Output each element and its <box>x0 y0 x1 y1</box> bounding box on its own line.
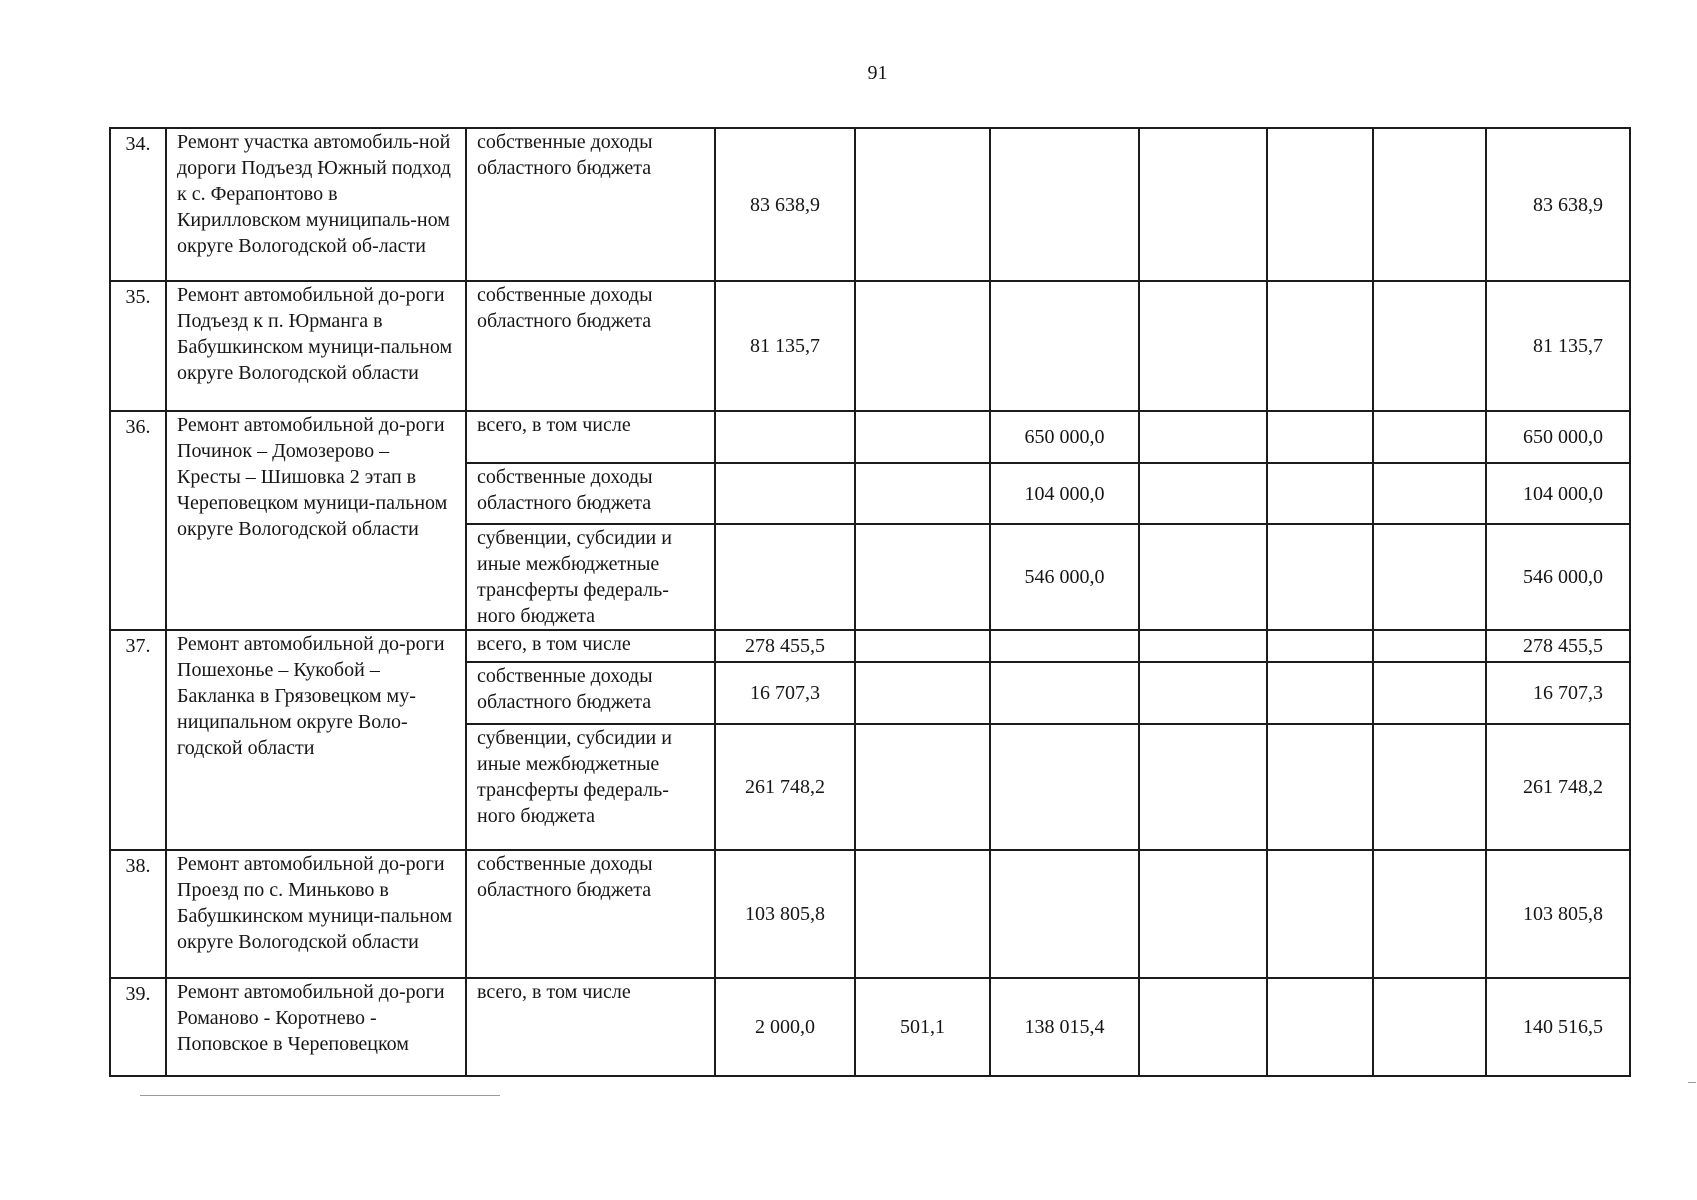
amount-year-5 <box>1267 724 1373 850</box>
amount-year-1 <box>715 524 855 630</box>
amount-year-2 <box>855 128 990 281</box>
amount-year-3: 104 000,0 <box>990 463 1139 524</box>
amount-total: 103 805,8 <box>1486 850 1630 978</box>
table-row <box>110 978 1630 1076</box>
amount-year-5 <box>1267 850 1373 978</box>
object-name: Ремонт участка автомобиль-ной дороги Подъезд Южный подход к с. Ферапонтово в Кирилловском муниципаль-ном округе Вологодской об-ласти <box>166 128 466 281</box>
amount-year-6 <box>1373 411 1486 463</box>
amount-year-1: 103 805,8 <box>715 850 855 978</box>
funding-source: собственные доходы областного бюджета <box>466 128 715 281</box>
funding-source: собственные доходы областного бюджета <box>466 281 715 411</box>
amount-year-2 <box>855 463 990 524</box>
amount-year-6 <box>1373 128 1486 281</box>
amount-year-5 <box>1267 463 1373 524</box>
object-name: Ремонт автомобильной до-роги Романово - Коротнево - Поповское в Череповецком <box>166 978 466 1076</box>
amount-year-1: 278 455,5 <box>715 630 855 662</box>
row-number: 38. <box>110 850 166 978</box>
amount-year-6 <box>1373 630 1486 662</box>
amount-total: 104 000,0 <box>1486 463 1630 524</box>
funding-source: собственные доходы областного бюджета <box>466 850 715 978</box>
table-row <box>110 411 1630 463</box>
amount-year-1: 2 000,0 <box>715 978 855 1076</box>
table-row <box>110 128 1630 281</box>
amount-year-2 <box>855 630 990 662</box>
amount-year-1: 261 748,2 <box>715 724 855 850</box>
row-number: 36. <box>110 411 166 630</box>
amount-year-3: 546 000,0 <box>990 524 1139 630</box>
object-name: Ремонт автомобильной до-роги Проезд по с. Миньково в Бабушкинском муници-пальном округе Вологодской области <box>166 850 466 978</box>
amount-total: 278 455,5 <box>1486 630 1630 662</box>
amount-year-5 <box>1267 411 1373 463</box>
amount-year-3: 138 015,4 <box>990 978 1139 1076</box>
amount-total: 546 000,0 <box>1486 524 1630 630</box>
funding-source: всего, в том числе <box>466 630 715 662</box>
object-name: Ремонт автомобильной до-роги Подъезд к п. Юрманга в Бабушкинском муници-пальном округе Вологодской области <box>166 281 466 411</box>
amount-year-4 <box>1139 128 1267 281</box>
amount-total: 140 516,5 <box>1486 978 1630 1076</box>
amount-year-6 <box>1373 850 1486 978</box>
amount-year-6 <box>1373 724 1486 850</box>
amount-year-1: 16 707,3 <box>715 662 855 724</box>
funding-source: собственные доходы областного бюджета <box>466 463 715 524</box>
row-number: 34. <box>110 128 166 281</box>
object-name: Ремонт автомобильной до-роги Пошехонье – Кукобой – Бакланка в Грязовецком му-ниципальном округе Воло-годской области <box>166 630 466 850</box>
amount-year-3 <box>990 724 1139 850</box>
object-name: Ремонт автомобильной до-роги Починок – Домозерово – Кресты – Шишовка 2 этап в Череповецком муници-пальном округе Вологодской области <box>166 411 466 630</box>
row-number: 37. <box>110 630 166 850</box>
funding-source: субвенции, субсидии и иные межбюджетные трансферты федераль-ного бюджета <box>466 524 715 630</box>
amount-year-6 <box>1373 281 1486 411</box>
funding-source: собственные доходы областного бюджета <box>466 662 715 724</box>
amount-year-2 <box>855 524 990 630</box>
amount-total: 83 638,9 <box>1486 128 1630 281</box>
amount-year-6 <box>1373 662 1486 724</box>
amount-year-4 <box>1139 411 1267 463</box>
amount-year-5 <box>1267 524 1373 630</box>
amount-year-1 <box>715 411 855 463</box>
amount-year-2 <box>855 662 990 724</box>
table-row <box>110 850 1630 978</box>
amount-year-3 <box>990 850 1139 978</box>
amount-year-5 <box>1267 128 1373 281</box>
amount-year-4 <box>1139 662 1267 724</box>
amount-year-2 <box>855 281 990 411</box>
amount-total: 81 135,7 <box>1486 281 1630 411</box>
amount-year-5 <box>1267 662 1373 724</box>
amount-year-3 <box>990 281 1139 411</box>
scan-artifact <box>1688 1082 1696 1083</box>
amount-year-4 <box>1139 630 1267 662</box>
amount-year-4 <box>1139 524 1267 630</box>
amount-year-2 <box>855 850 990 978</box>
amount-year-2: 501,1 <box>855 978 990 1076</box>
amount-year-1 <box>715 463 855 524</box>
amount-total: 261 748,2 <box>1486 724 1630 850</box>
funding-source: всего, в том числе <box>466 411 715 463</box>
funding-table <box>109 127 1631 1077</box>
amount-year-2 <box>855 724 990 850</box>
amount-year-6 <box>1373 463 1486 524</box>
amount-year-4 <box>1139 724 1267 850</box>
amount-year-1: 81 135,7 <box>715 281 855 411</box>
amount-year-6 <box>1373 524 1486 630</box>
funding-source: субвенции, субсидии и иные межбюджетные трансферты федераль-ного бюджета <box>466 724 715 850</box>
amount-total: 650 000,0 <box>1486 411 1630 463</box>
amount-year-5 <box>1267 281 1373 411</box>
amount-year-3 <box>990 630 1139 662</box>
amount-year-4 <box>1139 978 1267 1076</box>
amount-year-4 <box>1139 463 1267 524</box>
funding-source: всего, в том числе <box>466 978 715 1076</box>
amount-year-5 <box>1267 630 1373 662</box>
page-number: 91 <box>867 62 888 84</box>
table-row <box>110 630 1630 662</box>
amount-year-2 <box>855 411 990 463</box>
table-row <box>110 281 1630 411</box>
amount-year-6 <box>1373 978 1486 1076</box>
amount-year-3: 650 000,0 <box>990 411 1139 463</box>
scan-artifact <box>140 1095 500 1096</box>
amount-year-1: 83 638,9 <box>715 128 855 281</box>
row-number: 39. <box>110 978 166 1076</box>
amount-year-4 <box>1139 850 1267 978</box>
row-number: 35. <box>110 281 166 411</box>
amount-year-5 <box>1267 978 1373 1076</box>
amount-year-3 <box>990 662 1139 724</box>
amount-year-4 <box>1139 281 1267 411</box>
amount-year-3 <box>990 128 1139 281</box>
amount-total: 16 707,3 <box>1486 662 1630 724</box>
